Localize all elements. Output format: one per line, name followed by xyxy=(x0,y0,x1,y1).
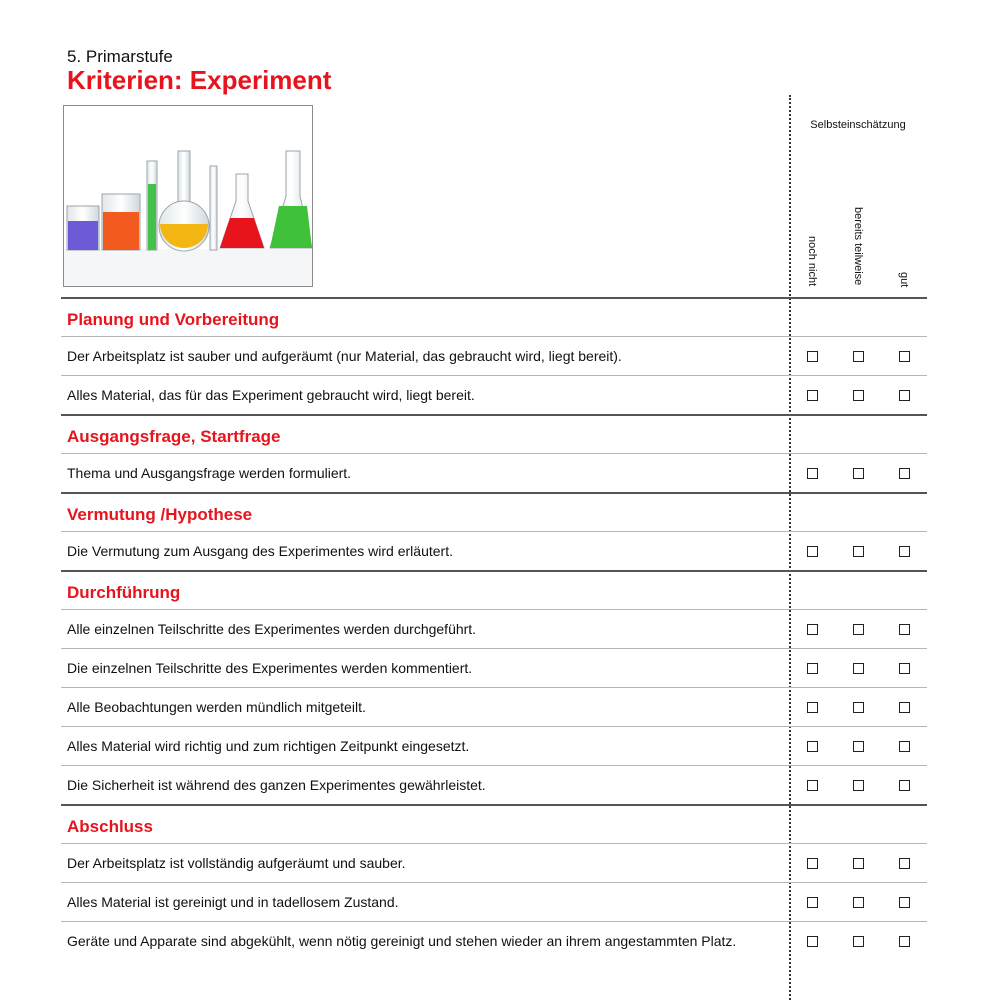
criterion-text: Alles Material wird richtig und zum richtigen Zeitpunkt eingesetzt. xyxy=(67,738,470,754)
criterion-row xyxy=(61,921,927,987)
section-header-row xyxy=(61,414,927,453)
checkbox-bereits-teilweise[interactable] xyxy=(853,741,864,752)
criterion-text: Alles Material, das für das Experiment gebraucht wird, liegt bereit. xyxy=(67,387,475,403)
column-label-bereits-teilweise: bereits teilweise xyxy=(852,207,864,286)
checkbox-noch-nicht[interactable] xyxy=(807,858,818,869)
checkbox-noch-nicht[interactable] xyxy=(807,780,818,791)
criterion-row xyxy=(61,687,927,726)
checkbox-bereits-teilweise[interactable] xyxy=(853,780,864,791)
checkbox-noch-nicht[interactable] xyxy=(807,702,818,713)
checkbox-bereits-teilweise[interactable] xyxy=(853,468,864,479)
section-title: Abschluss xyxy=(67,817,153,836)
section-title: Ausgangsfrage, Startfrage xyxy=(67,427,281,446)
checkbox-gut[interactable] xyxy=(899,858,910,869)
criterion-text: Der Arbeitsplatz ist vollständig aufgeräumt und sauber. xyxy=(67,855,406,871)
checkbox-bereits-teilweise[interactable] xyxy=(853,663,864,674)
checkbox-noch-nicht[interactable] xyxy=(807,390,818,401)
checkbox-gut[interactable] xyxy=(899,897,910,908)
checkbox-noch-nicht[interactable] xyxy=(807,936,818,947)
checkbox-bereits-teilweise[interactable] xyxy=(853,858,864,869)
criterion-text: Die Sicherheit ist während des ganzen Experimentes gewährleistet. xyxy=(67,777,486,793)
section-header-row xyxy=(61,297,927,336)
checkbox-noch-nicht[interactable] xyxy=(807,897,818,908)
lab-glassware-image xyxy=(63,105,313,287)
checkbox-noch-nicht[interactable] xyxy=(807,663,818,674)
checkbox-gut[interactable] xyxy=(899,780,910,791)
section-title: Durchführung xyxy=(67,583,181,602)
page-title: Kriterien: Experiment xyxy=(67,65,332,95)
checkbox-gut[interactable] xyxy=(899,390,910,401)
criterion-text: Die Vermutung zum Ausgang des Experimentes wird erläutert. xyxy=(67,543,453,559)
criterion-row xyxy=(61,336,927,375)
criterion-text: Alle einzelnen Teilschritte des Experimentes werden durchgeführt. xyxy=(67,621,477,637)
checkbox-gut[interactable] xyxy=(899,624,910,635)
checkbox-bereits-teilweise[interactable] xyxy=(853,351,864,362)
column-label-gut: gut xyxy=(898,272,910,288)
checkbox-bereits-teilweise[interactable] xyxy=(853,936,864,947)
criterion-row xyxy=(61,648,927,687)
checkbox-gut[interactable] xyxy=(899,702,910,713)
checkbox-noch-nicht[interactable] xyxy=(807,624,818,635)
criterion-text: Alle Beobachtungen werden mündlich mitgeteilt. xyxy=(67,699,366,715)
checkbox-gut[interactable] xyxy=(899,741,910,752)
section-header-row xyxy=(61,804,927,843)
checkbox-gut[interactable] xyxy=(899,351,910,362)
criterion-row xyxy=(61,531,927,570)
criterion-text: Geräte und Apparate sind abgekühlt, wenn nötig gereinigt und stehen wieder an ihrem angestammten Platz. xyxy=(67,933,737,949)
grade-label: 5. Primarstufe xyxy=(67,47,173,66)
criterion-text: Der Arbeitsplatz ist sauber und aufgeräumt (nur Material, das gebraucht wird, liegt bereit). xyxy=(67,348,622,364)
checkbox-gut[interactable] xyxy=(899,663,910,674)
checkbox-gut[interactable] xyxy=(899,546,910,557)
column-label-noch-nicht: noch nicht xyxy=(806,236,818,287)
criterion-text: Alles Material ist gereinigt und in tadellosem Zustand. xyxy=(67,894,399,910)
criterion-text: Die einzelnen Teilschritte des Experimentes werden kommentiert. xyxy=(67,660,473,676)
criterion-row xyxy=(61,726,927,765)
checkbox-noch-nicht[interactable] xyxy=(807,351,818,362)
checkbox-gut[interactable] xyxy=(899,936,910,947)
section-title: Planung und Vorbereitung xyxy=(67,310,280,329)
section-header-row xyxy=(61,492,927,531)
criterion-row xyxy=(61,882,927,921)
lab-glassware-icon xyxy=(64,106,312,286)
section-title: Vermutung /Hypothese xyxy=(67,505,253,524)
section-header-row xyxy=(61,570,927,609)
checkbox-bereits-teilweise[interactable] xyxy=(853,702,864,713)
criteria-table xyxy=(61,297,927,987)
criterion-row xyxy=(61,453,927,492)
checkbox-noch-nicht[interactable] xyxy=(807,468,818,479)
checkbox-gut[interactable] xyxy=(899,468,910,479)
checkbox-bereits-teilweise[interactable] xyxy=(853,897,864,908)
criterion-row xyxy=(61,375,927,414)
self-assessment-heading: Selbsteinschätzung xyxy=(810,119,906,131)
checkbox-bereits-teilweise[interactable] xyxy=(853,624,864,635)
criterion-row xyxy=(61,843,927,882)
criterion-text: Thema und Ausgangsfrage werden formuliert. xyxy=(67,465,352,481)
checkbox-noch-nicht[interactable] xyxy=(807,741,818,752)
checkbox-noch-nicht[interactable] xyxy=(807,546,818,557)
checkbox-bereits-teilweise[interactable] xyxy=(853,546,864,557)
criterion-row xyxy=(61,609,927,648)
checkbox-bereits-teilweise[interactable] xyxy=(853,390,864,401)
criterion-row xyxy=(61,765,927,804)
